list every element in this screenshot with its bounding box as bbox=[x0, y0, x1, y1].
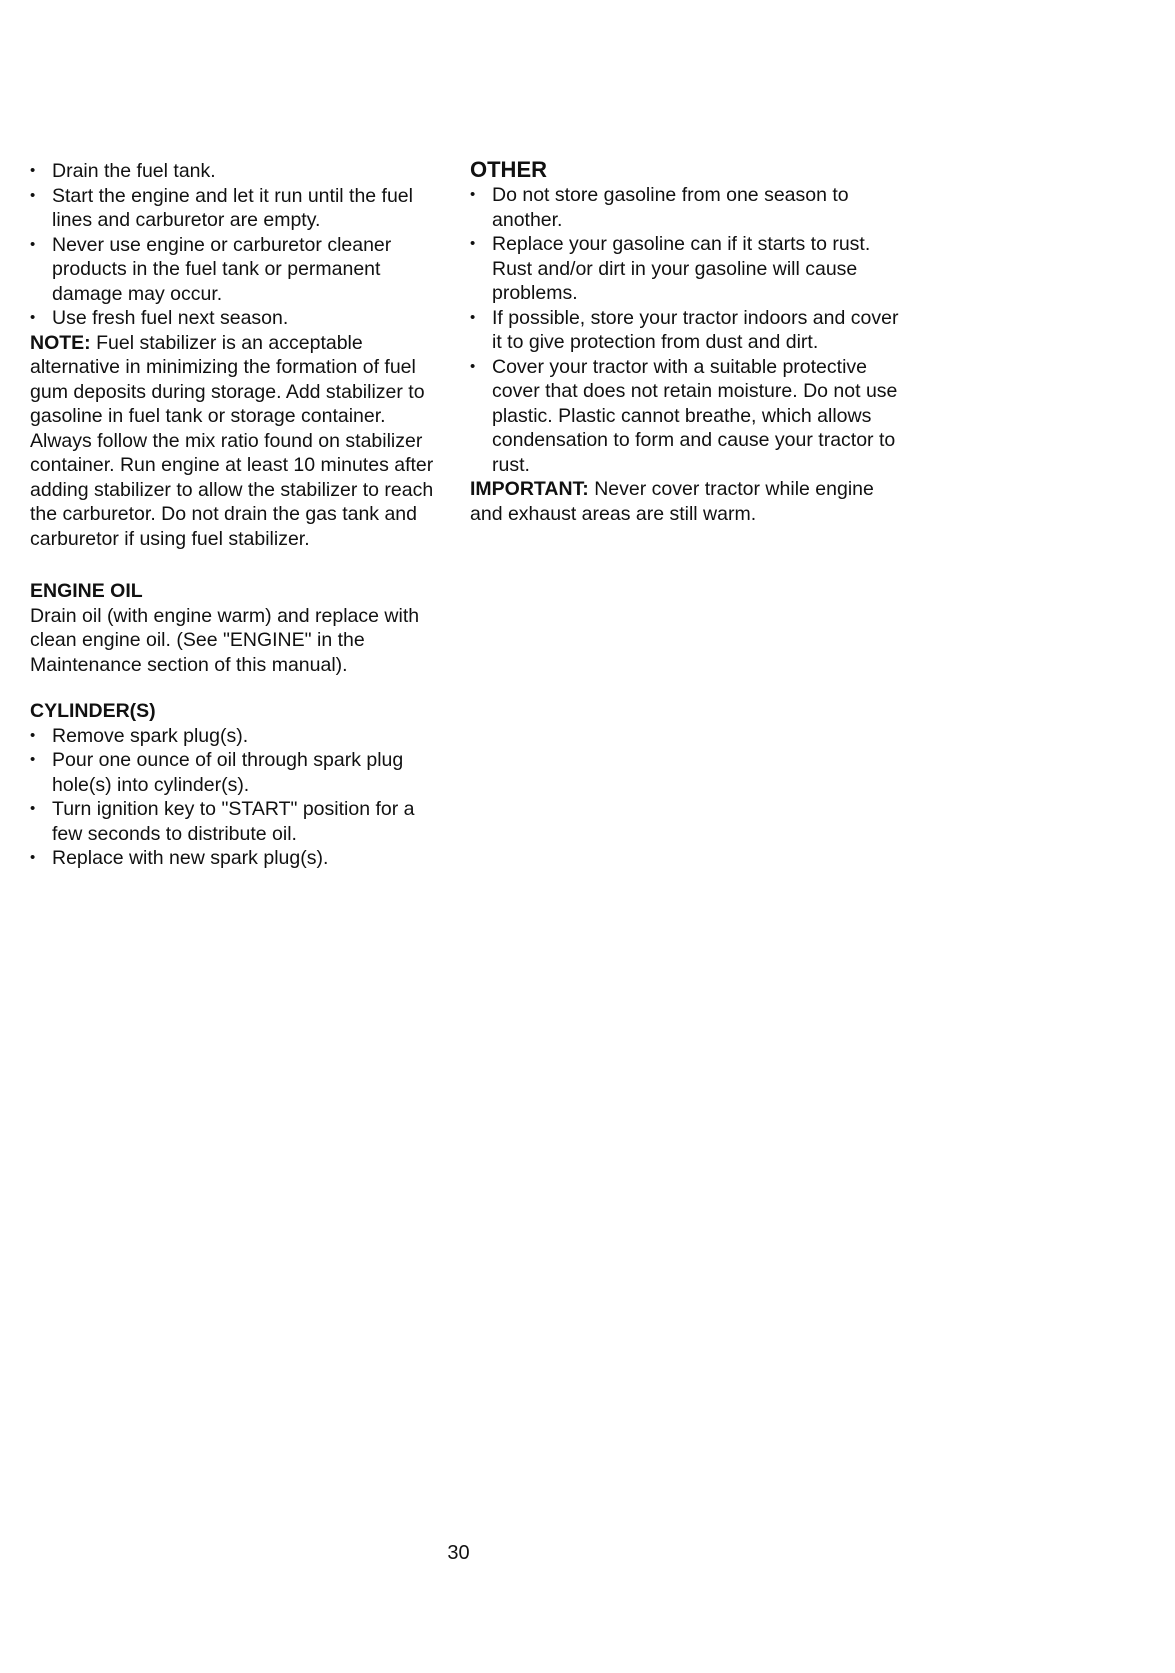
list-item: • Never use engine or carburetor cleaner products in the fuel tank or permanent damage may occur. bbox=[30, 233, 450, 307]
engine-oil-text: Drain oil (with engine warm) and replace with clean engine oil. (See "ENGINE" in the Maintenance section of this manual). bbox=[30, 604, 420, 676]
note-paragraph bbox=[30, 331, 450, 552]
list-item: • Start the engine and let it run until the fuel lines and carburetor are empty. bbox=[30, 184, 450, 233]
left-column bbox=[30, 159, 450, 871]
note-text: Fuel stabilizer is an acceptable alternative in minimizing the formation of fuel gum deposits during storage. Add stabilizer to gasoline in fuel tank or storage container. Always follow the mix ratio found on stabilizer container. Run engine at least 10 minutes after adding stabilizer to allow the stabilizer to reach the carburetor. Do not drain the gas tank and carburetor if using fuel stabilizer. bbox=[30, 331, 434, 550]
other-heading: OTHER bbox=[470, 157, 547, 182]
fuel-storage-list bbox=[30, 159, 450, 331]
list-item: • Use fresh fuel next season. bbox=[30, 306, 450, 331]
list-item: • Cover your tractor with a suitable protective cover that does not retain moisture. Do not use plastic. Plastic cannot breathe, which allows condensation to form and cause your tractor to rust. bbox=[470, 355, 910, 478]
engine-oil-heading: ENGINE OIL bbox=[30, 580, 143, 602]
important-label: IMPORTANT: bbox=[470, 478, 589, 500]
cylinders-heading: CYLINDER(S) bbox=[30, 700, 156, 722]
cylinders-list bbox=[30, 724, 450, 871]
list-item: • Replace with new spark plug(s). bbox=[30, 846, 450, 871]
note-label: NOTE: bbox=[30, 331, 91, 354]
important-text: Never cover tractor while engine and exhaust areas are still warm. bbox=[470, 478, 874, 525]
list-item: • Pour one ounce of oil through spark plug hole(s) into cylinder(s). bbox=[30, 748, 450, 797]
engine-oil-section bbox=[30, 579, 450, 677]
list-item: • If possible, store your tractor indoors and cover it to give protection from dust and dirt. bbox=[470, 306, 910, 355]
list-item: • Do not store gasoline from one season to another. bbox=[470, 183, 910, 232]
page-number: 30 bbox=[447, 1542, 470, 1564]
right-column bbox=[470, 157, 910, 526]
list-item: • Replace your gasoline can if it starts to rust. Rust and/or dirt in your gasoline will cause problems. bbox=[470, 232, 910, 306]
important-paragraph bbox=[470, 477, 910, 526]
list-item: • Remove spark plug(s). bbox=[30, 724, 450, 749]
list-item: • Drain the fuel tank. bbox=[30, 159, 450, 184]
cylinders-section bbox=[30, 699, 450, 871]
list-item: • Turn ignition key to "START" position for a few seconds to distribute oil. bbox=[30, 797, 450, 846]
other-list bbox=[470, 183, 910, 477]
